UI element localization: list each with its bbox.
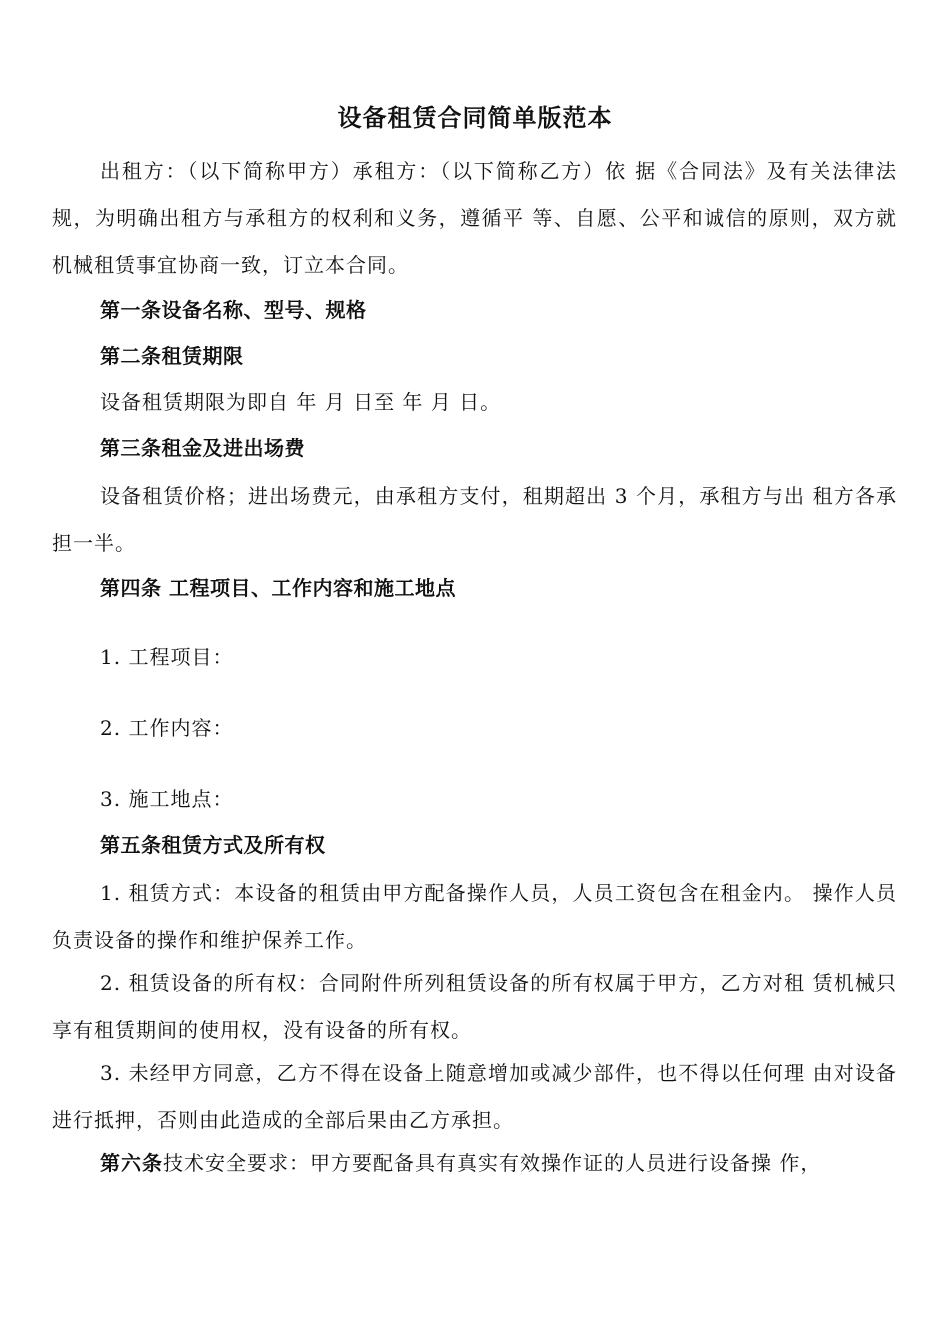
- article-3-heading: 第三条租金及进出场费: [100, 436, 305, 460]
- article-6-lead: 第六条: [100, 1151, 163, 1175]
- article-3-text: 设备租赁价格；进出场费元，由承租方支付，租期超出 3 个月，承租方与出 租方各承担一半。: [52, 484, 897, 555]
- article-5-paragraph-3: 3. 未经甲方同意，乙方不得在设备上随意增加或减少部件，也不得以任何理 由对设备进行抵押，否则由此造成的全部后果由乙方承担。: [52, 1061, 897, 1132]
- article-6-text: 技术安全要求：甲方要配备具有真实有效操作证的人员进行设备操 作，: [163, 1151, 822, 1175]
- article-5-heading: 第五条租赁方式及所有权: [100, 833, 326, 857]
- article-6-paragraph: [52, 1140, 897, 1187]
- article-2-text: 设备租赁期限为即自 年 月 日至 年 月 日。: [100, 390, 502, 414]
- article-4-item-project: 1. 工程项目：: [100, 645, 234, 669]
- article-4-heading: 第四条 工程项目、工作内容和施工地点: [100, 576, 456, 600]
- document-title: 设备租赁合同简单版范本: [337, 103, 613, 132]
- article-5-paragraph-2: 2. 租赁设备的所有权：合同附件所列租赁设备的所有权属于甲方，乙方对租 赁机械只享有租赁期间的使用权，没有设备的所有权。: [52, 971, 897, 1042]
- article-1-heading: 第一条设备名称、型号、规格: [100, 298, 367, 322]
- intro-paragraph: 出租方：（以下简称甲方）承租方：（以下简称乙方）依 据《合同法》及有关法律法规，为明确出租方与承租方的权利和义务，遵循平 等、自愿、公平和诚信的原则，双方就机械租赁事宜协商一致，订立本合同。: [52, 159, 897, 277]
- article-2-heading: 第二条租赁期限: [100, 344, 244, 368]
- article-4-item-location: 3. 施工地点：: [100, 787, 234, 811]
- article-4-item-content: 2. 工作内容：: [100, 716, 234, 740]
- article-5-paragraph-1: 1. 租赁方式：本设备的租赁由甲方配备操作人员，人员工资包含在租金内。 操作人员负责设备的操作和维护保养工作。: [52, 881, 897, 952]
